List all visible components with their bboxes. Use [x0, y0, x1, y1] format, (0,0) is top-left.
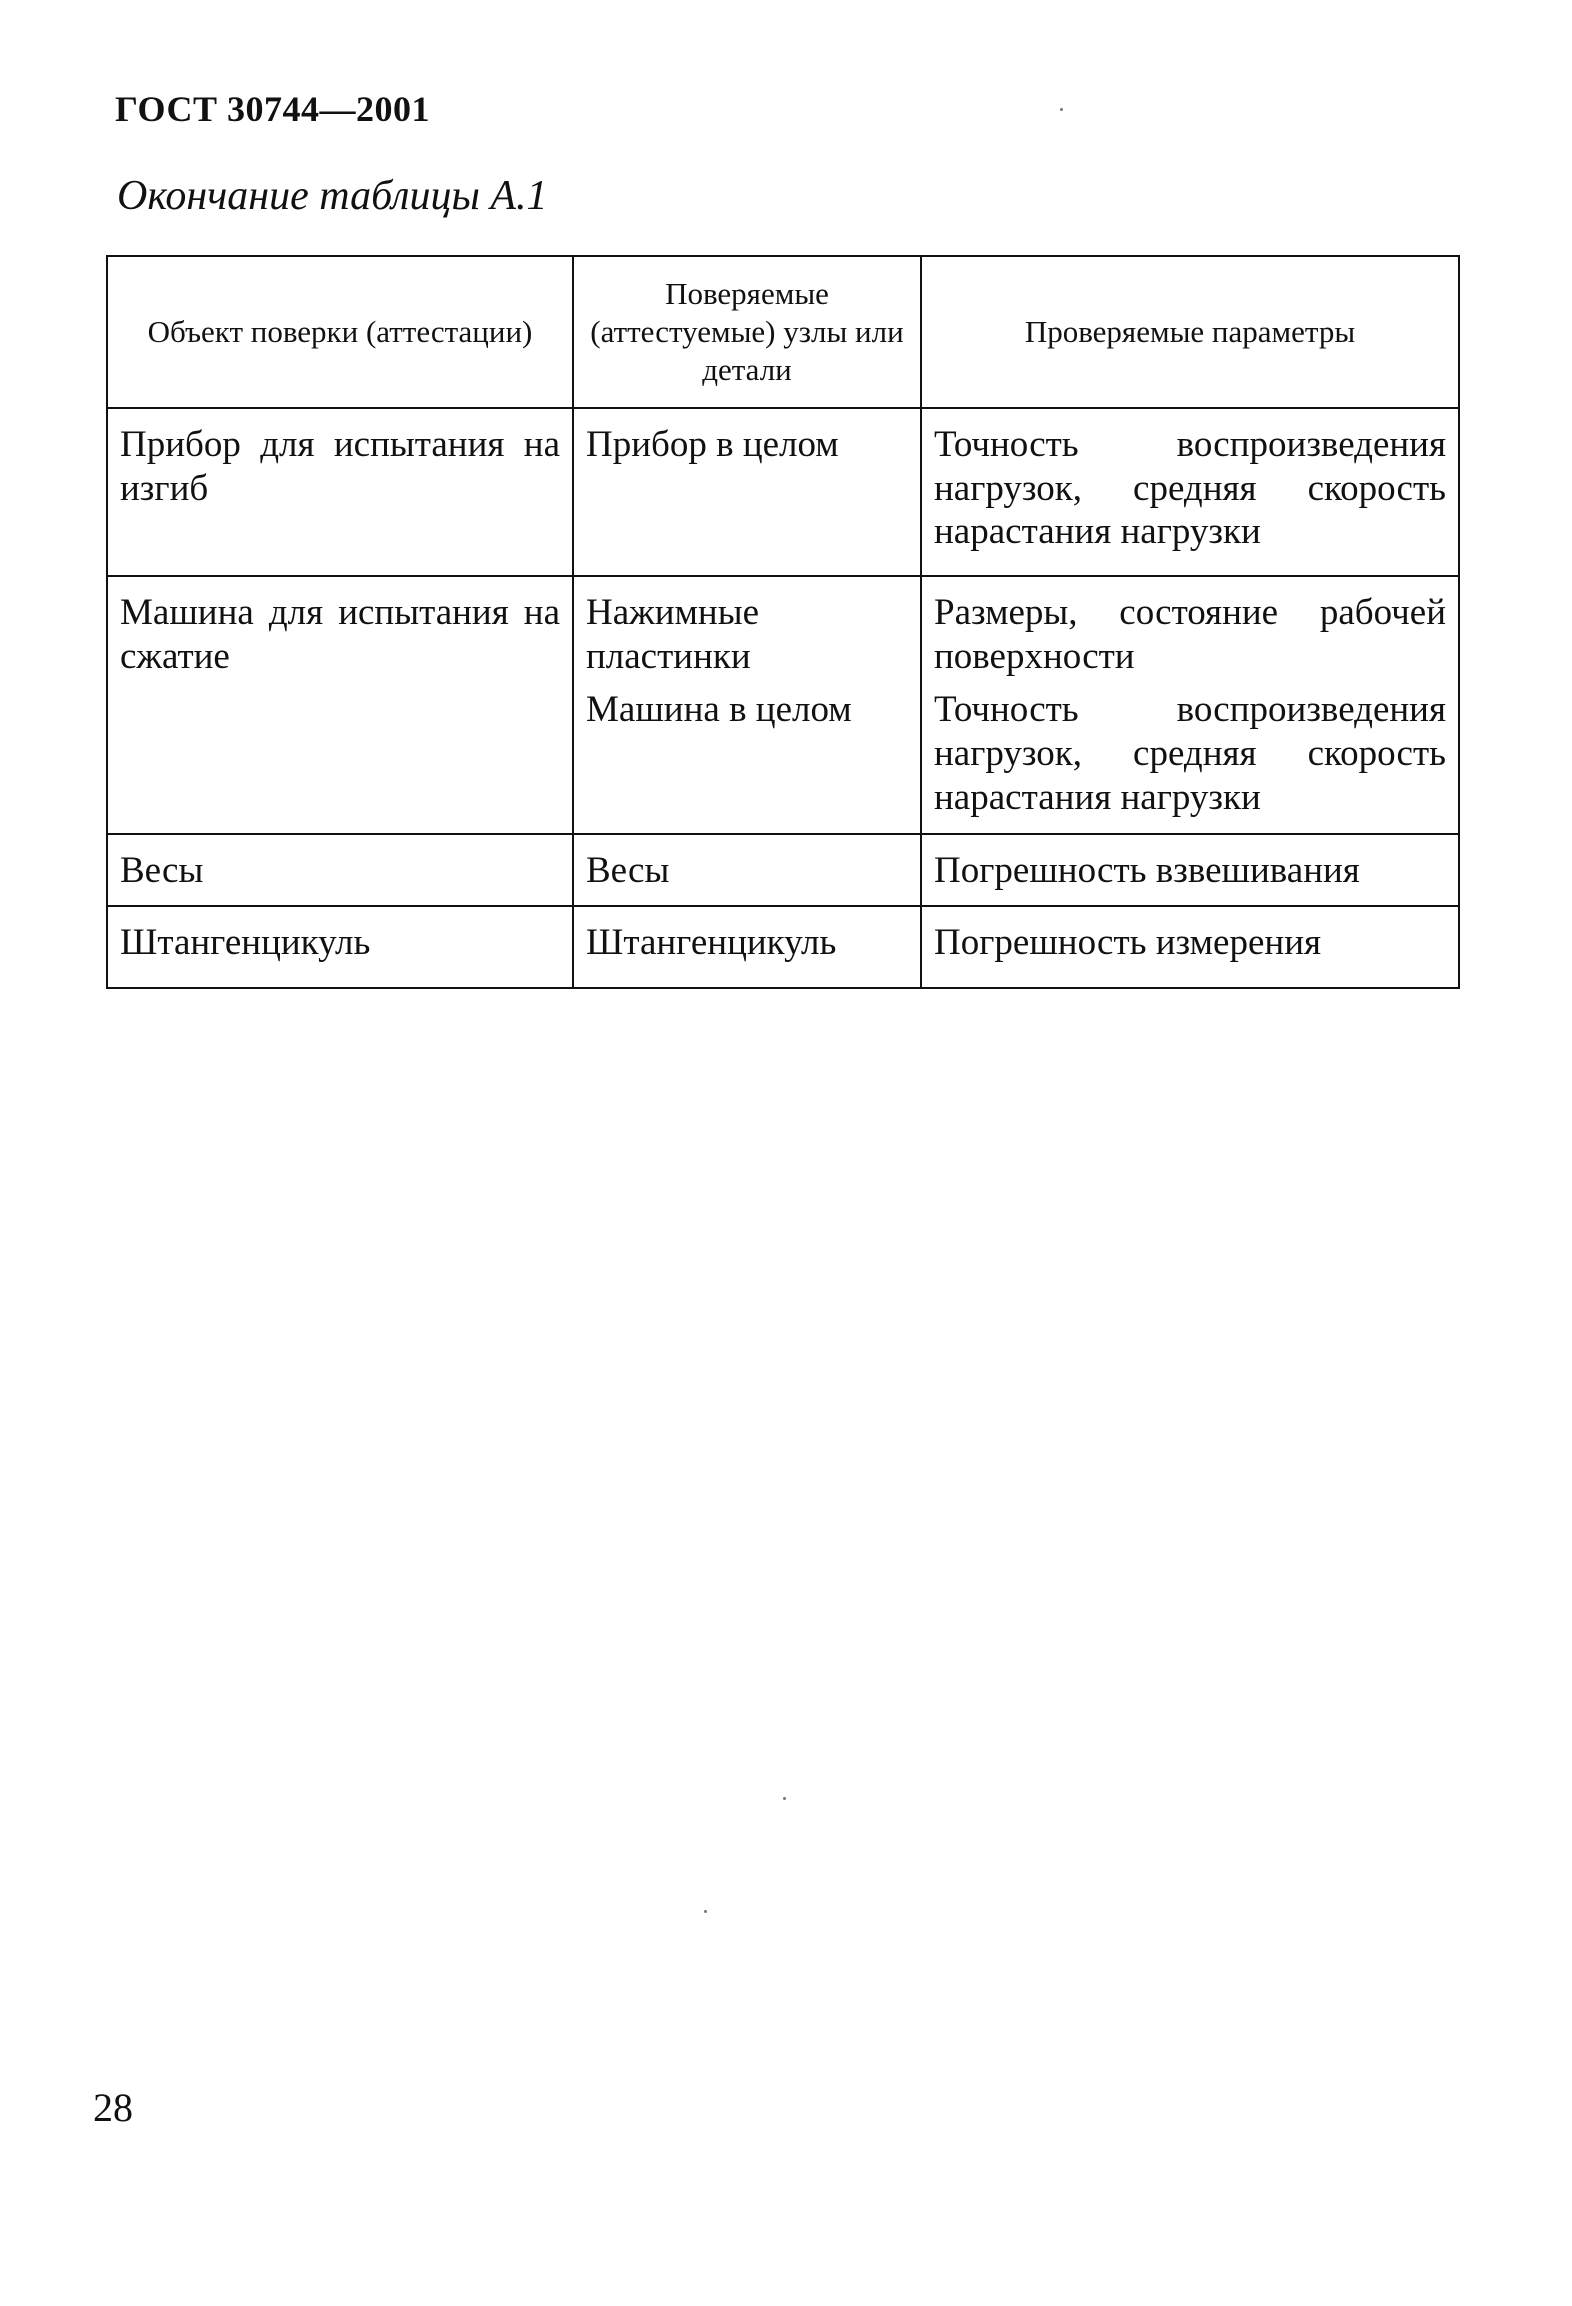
param-item: Погрешность взвешивания: [934, 850, 1360, 891]
part-item: Весы: [586, 850, 670, 891]
cell-params: [921, 834, 1459, 906]
cell-object: Прибор для испытания на изгиб: [107, 408, 573, 576]
scan-speck: [704, 1910, 707, 1913]
table-row: [107, 576, 1459, 834]
param-item: Погрешность измерения: [934, 921, 1322, 963]
cell-parts: [573, 576, 921, 834]
verification-table: [106, 255, 1460, 989]
table-caption: Окончание таблицы А.1: [117, 173, 548, 219]
table-row: [107, 906, 1459, 988]
param-item: Точность воспроизведения нагрузок, средняя скорость нарастания нагрузки: [934, 424, 1446, 553]
part-item: Машина в целом: [586, 689, 852, 731]
cell-object: Машина для испытания на сжатие: [107, 576, 573, 834]
column-header-parts: Поверяемые (аттестуемые) узлы или детали: [573, 256, 921, 408]
document-header: ГОСТ 30744—2001: [115, 89, 430, 129]
table-row: [107, 834, 1459, 906]
param-item: Точность воспроизведения нагрузок, средняя скорость нарастания нагрузки: [934, 689, 1446, 818]
page-number: 28: [93, 2085, 133, 2130]
cell-object: Весы: [107, 834, 573, 906]
cell-params: [921, 576, 1459, 834]
table-row: [107, 408, 1459, 576]
cell-parts: [573, 834, 921, 906]
scan-speck: [783, 1797, 786, 1800]
part-item: Нажимные пластинки: [586, 592, 760, 677]
cell-parts: [573, 906, 921, 988]
table-header-row: [107, 256, 1459, 408]
cell-params: [921, 906, 1459, 988]
scan-speck: [1060, 108, 1063, 111]
column-header-object: Объект поверки (аттестации): [107, 256, 573, 408]
part-item: Штангенцикуль: [586, 921, 837, 963]
column-header-params: Проверяемые параметры: [921, 256, 1459, 408]
param-item: Размеры, состояние рабочей поверхности: [934, 592, 1446, 677]
cell-params: [921, 408, 1459, 576]
cell-parts: [573, 408, 921, 576]
part-item: Прибор в целом: [586, 424, 839, 465]
cell-object: Штангенцикуль: [107, 906, 573, 988]
